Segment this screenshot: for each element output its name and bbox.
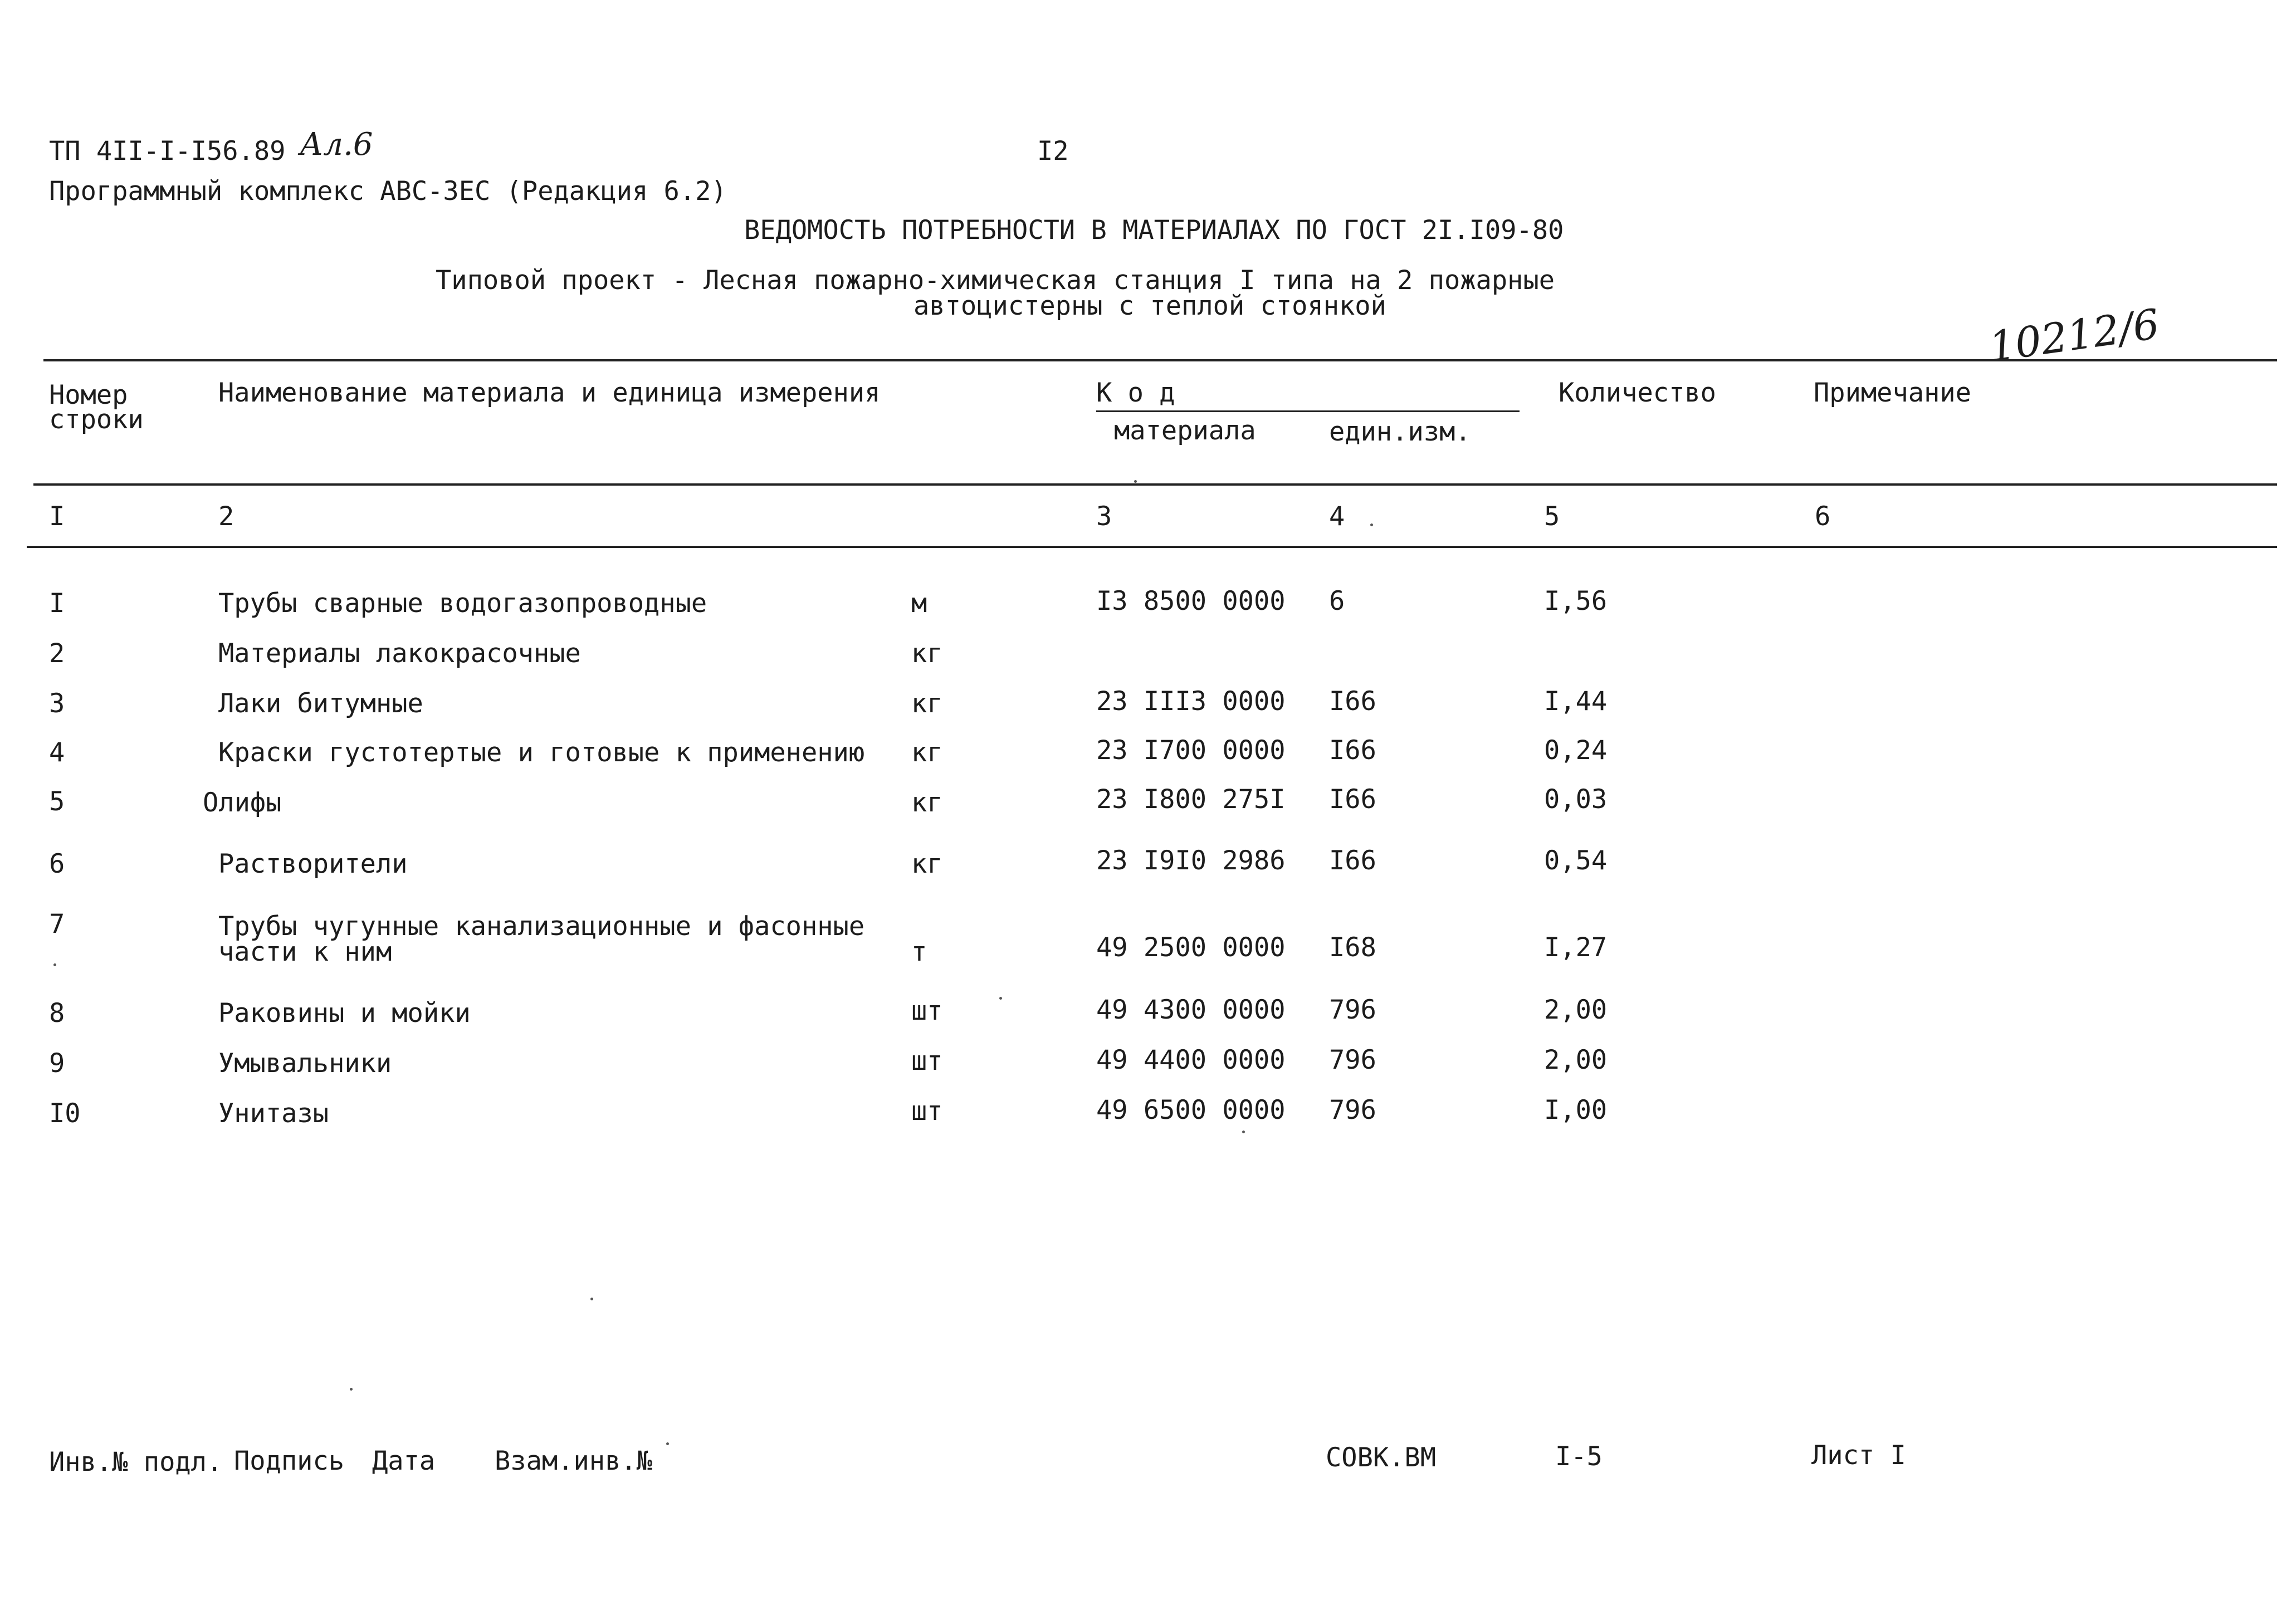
row-number: 4 [49,737,65,768]
material-code: I3 8500 0000 [1096,586,1286,616]
row-number: I0 [49,1098,81,1129]
quantity: I,00 [1544,1095,1608,1126]
footer-date-label: Дата [372,1446,436,1476]
quantity: I,56 [1544,586,1608,616]
unit-code: 796 [1329,1045,1376,1075]
material-code: 49 6500 0000 [1096,1095,1286,1126]
unit: шт [911,1046,943,1076]
scan-speck [590,1298,593,1300]
column-number: 3 [1096,501,1112,532]
column-number: 4 [1329,501,1345,532]
footer-signature-label: Подпись [234,1446,345,1476]
row-number: I [49,588,65,619]
unit: кг [911,737,943,768]
scan-speck [666,1442,669,1445]
page-number: I2 [1037,136,1069,167]
unit: кг [911,688,943,719]
material-code: 23 I800 275I [1096,784,1286,815]
footer-sheet: Лист I [1811,1440,1906,1471]
footer-replacement-label: Взам.инв.№ [495,1446,652,1476]
quantity: 0,24 [1544,735,1608,766]
material-code: 23 I9I0 2986 [1096,845,1286,876]
header-note: Примечание [1814,378,1971,408]
scan-speck [1370,523,1373,526]
code-header-rule [1096,410,1520,412]
header-code: К о д [1096,378,1175,408]
material-name: Трубы чугунные канализационные и фасонные [218,911,865,942]
material-name-continued: части к ним [218,937,392,967]
unit: м [911,588,927,619]
project-subtitle-line1: Типовой проект - Лесная пожарно-химическая станция I типа на 2 пожарные [436,265,1555,296]
header-material-name: Наименование материала и единица измерения [218,378,881,408]
unit-code: I66 [1329,845,1376,876]
header-code-unit: един.изм. [1329,417,1471,447]
material-code: 49 2500 0000 [1096,932,1286,963]
unit-code: I66 [1329,784,1376,815]
quantity: 2,00 [1544,1045,1608,1075]
unit: кг [911,849,943,879]
unit: шт [911,1096,943,1127]
document-number: ТП 4II-I-I56.89 [49,136,286,167]
unit-code: I66 [1329,735,1376,766]
column-number: 6 [1815,501,1831,532]
program-name: Программный комплекс АВС-3ЕС (Редакция 6.2) [49,176,727,207]
unit: кг [911,638,943,669]
handwritten-stamp: 10212/6 [1986,300,2162,371]
column-number: 5 [1544,501,1560,532]
material-code: 23 III3 0000 [1096,686,1286,717]
unit: т [911,937,927,967]
statement-title: ВЕДОМОСТЬ ПОТРЕБНОСТИ В МАТЕРИАЛАХ ПО ГОСТ 2I.I09-80 [744,215,1564,246]
row-number: 8 [49,998,65,1029]
unit: шт [911,996,943,1026]
material-name: Трубы сварные водогазопроводные [218,588,707,619]
material-name: Материалы лакокрасочные [218,638,581,669]
unit-code: 6 [1329,586,1345,616]
row-number: 9 [49,1048,65,1079]
row-number: 2 [49,638,65,669]
scan-speck [1134,480,1137,483]
unit-code: I68 [1329,932,1376,963]
header-quantity: Количество [1559,378,1716,408]
material-name: Умывальники [218,1048,392,1079]
quantity: 0,03 [1544,784,1608,815]
row-number: 3 [49,688,65,719]
unit-code: 796 [1329,995,1376,1025]
unit-code: I66 [1329,686,1376,717]
material-name: Краски густотертые и готовые к применению [218,737,865,768]
scan-speck [350,1388,353,1391]
row-number: 7 [49,909,65,939]
table-top-rule [43,359,2277,361]
material-name: Раковины и мойки [218,998,471,1029]
unit-code: 796 [1329,1095,1376,1126]
quantity: I,44 [1544,686,1608,717]
quantity: 0,54 [1544,845,1608,876]
scan-speck [1242,1131,1245,1133]
row-number: 5 [49,786,65,817]
header-code-material: материала [1114,415,1256,446]
scan-speck [53,963,56,966]
material-code: 49 4400 0000 [1096,1045,1286,1075]
album-note: Ал.6 [300,126,373,163]
header-row-number-2: строки [49,404,144,435]
project-subtitle-line2: автоцистерны с теплой стоянкой [913,291,1386,321]
scan-speck [999,997,1002,1000]
footer-inventory-label: Инв.№ подл. [49,1447,223,1477]
material-name: Олифы [203,787,282,818]
footer-document-code: СОВК.ВМ [1326,1442,1437,1473]
column-number: 2 [218,501,235,532]
material-code: 23 I700 0000 [1096,735,1286,766]
header-row-number: Номер [49,380,128,410]
material-code: 49 4300 0000 [1096,995,1286,1025]
footer-range: I-5 [1555,1441,1603,1472]
row-number: 6 [49,849,65,879]
unit: кг [911,787,943,818]
column-number: I [49,501,65,532]
header-bottom-rule [33,483,2277,486]
material-name: Растворители [218,849,408,879]
column-numbers-rule [27,546,2277,548]
material-name: Лаки битумные [218,688,423,719]
material-name: Унитазы [218,1098,329,1129]
quantity: I,27 [1544,932,1608,963]
quantity: 2,00 [1544,995,1608,1025]
